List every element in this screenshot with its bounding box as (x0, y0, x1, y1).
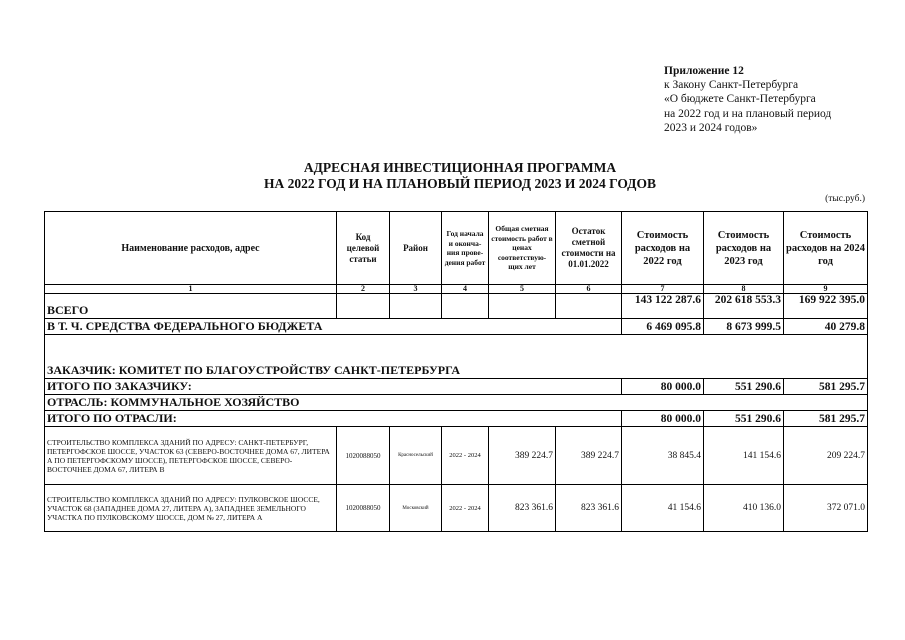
object-2024: 372 071.0 (784, 485, 868, 532)
customer-label: ЗАКАЗЧИК: КОМИТЕТ ПО БЛАГОУСТРОЙСТВУ САНКТ-ПЕТЕРБУРГА (45, 335, 868, 379)
header-district: Район (390, 212, 442, 285)
object-total-cost: 389 224.7 (489, 427, 556, 485)
federal-2024: 40 279.8 (784, 319, 868, 335)
object-row (45, 485, 868, 532)
branch-total-label: ИТОГО ПО ОТРАСЛИ: (45, 411, 622, 427)
customer-total-label: ИТОГО ПО ЗАКАЗЧИКУ: (45, 379, 622, 395)
customer-total-2024: 581 295.7 (784, 379, 868, 395)
branch-row (45, 395, 868, 411)
appendix-title: Приложение 12 (664, 65, 744, 77)
total-2023: 202 618 553.3 (704, 294, 784, 319)
federal-row (45, 319, 868, 335)
object-code: 1020088050 (337, 427, 390, 485)
object-total-cost: 823 361.6 (489, 485, 556, 532)
column-number: 9 (784, 285, 868, 294)
document-title-line1: АДРЕСНАЯ ИНВЕСТИЦИОННАЯ ПРОГРАММА (303, 160, 617, 175)
column-number: 3 (390, 285, 442, 294)
appendix-line: к Закону Санкт-Петербурга (664, 79, 799, 92)
total-2024: 169 922 395.0 (784, 294, 868, 319)
object-2024: 209 224.7 (784, 427, 868, 485)
column-number-row (45, 285, 868, 294)
investment-program-table (44, 211, 868, 532)
column-number: 7 (622, 285, 704, 294)
header-remaining: Остаток сметной стоимости на 01.01.2022 (556, 212, 622, 285)
object-2023: 410 136.0 (704, 485, 784, 532)
object-period: 2022 - 2024 (442, 485, 489, 532)
header-cost-2024: Стоимость расходов на 2024 год (784, 212, 868, 285)
customer-row (45, 335, 868, 379)
total-2022: 143 122 287.6 (622, 294, 704, 319)
branch-total-2022: 80 000.0 (622, 411, 704, 427)
header-cost-2023: Стоимость расходов на 2023 год (704, 212, 784, 285)
object-code: 1020088050 (337, 485, 390, 532)
column-number: 6 (556, 285, 622, 294)
appendix-line: на 2022 год и на плановый период (664, 107, 832, 120)
object-2022: 38 845.4 (622, 427, 704, 485)
document-title (210, 160, 710, 192)
branch-total-2023: 551 290.6 (704, 411, 784, 427)
object-row (45, 427, 868, 485)
header-name: Наименование расходов, адрес (45, 212, 337, 285)
object-name: СТРОИТЕЛЬСТВО КОМПЛЕКСА ЗДАНИЙ ПО АДРЕСУ: САНКТ-ПЕТЕРБУРГ, ПЕТЕРГОФСКОЕ ШОССЕ, УЧАСТОК 63 (СЕВЕРО-ВОСТОЧНЕЕ ДОМА 67, ЛИТЕРА А ПО ПЕТЕРГОФСКОМУ ШОССЕ), ПЕТЕРГОФСКОЕ ШОССЕ, СЕВЕРО-ВОСТОЧНЕЕ ДОМА 67, ЛИТЕРА В (45, 427, 337, 485)
header-row (45, 212, 868, 285)
federal-2023: 8 673 999.5 (704, 319, 784, 335)
column-number: 4 (442, 285, 489, 294)
federal-2022: 6 469 095.8 (622, 319, 704, 335)
column-number: 2 (337, 285, 390, 294)
object-district: Красносельский (390, 427, 442, 485)
customer-total-row (45, 379, 868, 395)
header-code: Код целевой статьи (337, 212, 390, 285)
branch-label: ОТРАСЛЬ: КОММУНАЛЬНОЕ ХОЗЯЙСТВО (45, 395, 868, 411)
header-total-cost: Общая сметная стоимость работ в ценах соответствую-щих лет (489, 212, 556, 285)
object-remaining: 389 224.7 (556, 427, 622, 485)
branch-total-row (45, 411, 868, 427)
header-cost-2022: Стоимость расходов на 2022 год (622, 212, 704, 285)
object-2023: 141 154.6 (704, 427, 784, 485)
object-2022: 41 154.6 (622, 485, 704, 532)
object-name: СТРОИТЕЛЬСТВО КОМПЛЕКСА ЗДАНИЙ ПО АДРЕСУ: ПУЛКОВСКОЕ ШОССЕ, УЧАСТОК 68 (ЗАПАДНЕЕ ДОМА 27, ЛИТЕРА А), ЗАПАДНЕЕ ЗЕМЕЛЬНОГО УЧАСТКА ПО ПУЛКОВСКОМУ ШОССЕ, ДОМ № 27, ЛИТЕРА А (45, 485, 337, 532)
column-number: 5 (489, 285, 556, 294)
column-number: 1 (45, 285, 337, 294)
object-district: Московский (390, 485, 442, 532)
customer-total-2022: 80 000.0 (622, 379, 704, 395)
federal-label: В Т. Ч. СРЕДСТВА ФЕДЕРАЛЬНОГО БЮДЖЕТА (45, 319, 622, 335)
appendix-line: «О бюджете Санкт-Петербурга (664, 93, 816, 106)
object-remaining: 823 361.6 (556, 485, 622, 532)
total-label: ВСЕГО (45, 294, 337, 319)
customer-total-2023: 551 290.6 (704, 379, 784, 395)
document-title-line2: НА 2022 ГОД И НА ПЛАНОВЫЙ ПЕРИОД 2023 И 2024 ГОДОВ (264, 176, 656, 191)
column-number: 8 (704, 285, 784, 294)
header-period: Год начала и оконча-ния прове-дения работ (442, 212, 489, 285)
branch-total-2024: 581 295.7 (784, 411, 868, 427)
appendix-line: 2023 и 2024 годов» (664, 121, 758, 134)
unit-label: (тыс.руб.) (825, 194, 865, 204)
total-row (45, 294, 868, 319)
appendix-block (664, 64, 831, 135)
object-period: 2022 - 2024 (442, 427, 489, 485)
